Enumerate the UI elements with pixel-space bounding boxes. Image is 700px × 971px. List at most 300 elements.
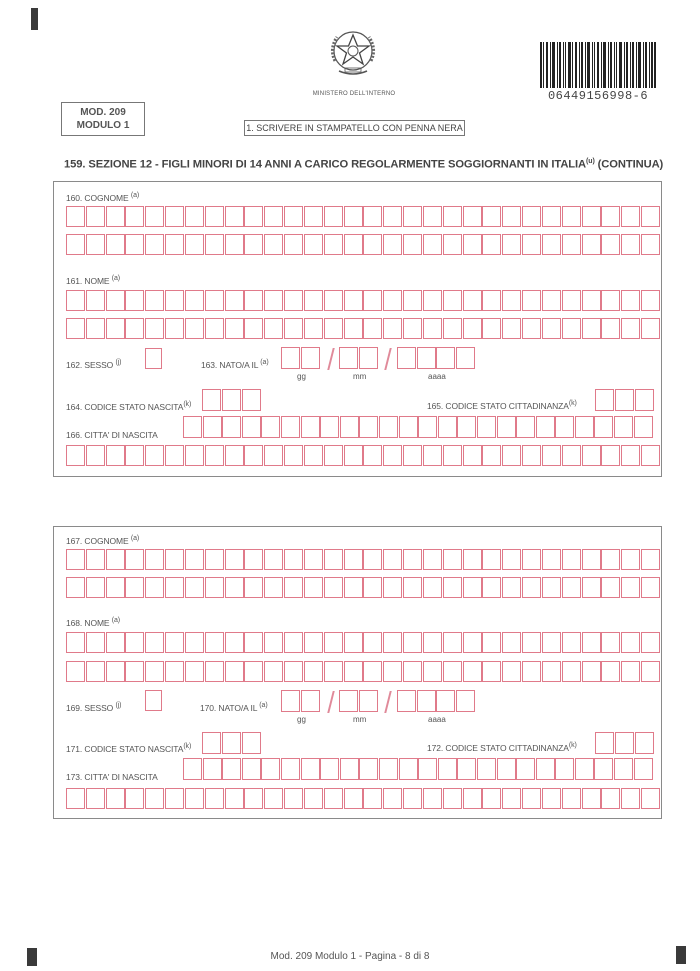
- char-box[interactable]: [502, 661, 521, 682]
- char-box[interactable]: [165, 788, 184, 809]
- char-box[interactable]: [463, 234, 482, 255]
- char-box[interactable]: [601, 290, 620, 311]
- char-box[interactable]: [244, 577, 263, 598]
- char-box[interactable]: [145, 206, 164, 227]
- char-box[interactable]: [281, 416, 300, 438]
- char-box[interactable]: [340, 416, 359, 438]
- char-box[interactable]: [304, 632, 323, 653]
- birth-month-field[interactable]: [339, 347, 378, 369]
- char-box[interactable]: [106, 661, 125, 682]
- char-box[interactable]: [106, 206, 125, 227]
- char-box[interactable]: [641, 549, 660, 570]
- char-box[interactable]: [575, 758, 594, 780]
- char-box[interactable]: [344, 206, 363, 227]
- char-box[interactable]: [324, 445, 343, 466]
- char-box[interactable]: [304, 234, 323, 255]
- char-box[interactable]: [324, 206, 343, 227]
- char-box[interactable]: [575, 416, 594, 438]
- char-box[interactable]: [244, 549, 263, 570]
- char-box[interactable]: [634, 758, 653, 780]
- char-box[interactable]: [165, 661, 184, 682]
- char-box[interactable]: [125, 632, 144, 653]
- char-box[interactable]: [66, 577, 85, 598]
- char-box[interactable]: [185, 318, 204, 339]
- char-box[interactable]: [284, 234, 303, 255]
- char-box[interactable]: [185, 632, 204, 653]
- char-box[interactable]: [423, 549, 442, 570]
- char-box[interactable]: [183, 758, 202, 780]
- char-box[interactable]: [641, 206, 660, 227]
- char-box[interactable]: [185, 234, 204, 255]
- char-box[interactable]: [185, 206, 204, 227]
- birth-day-field[interactable]: [281, 347, 320, 369]
- char-box[interactable]: [66, 206, 85, 227]
- char-box[interactable]: [106, 290, 125, 311]
- char-box[interactable]: [205, 632, 224, 653]
- char-box[interactable]: [202, 732, 221, 754]
- char-box[interactable]: [66, 318, 85, 339]
- char-box[interactable]: [324, 632, 343, 653]
- char-box[interactable]: [443, 577, 462, 598]
- char-box[interactable]: [205, 788, 224, 809]
- char-box[interactable]: [614, 416, 633, 438]
- char-box[interactable]: [125, 318, 144, 339]
- char-box[interactable]: [125, 445, 144, 466]
- char-box[interactable]: [641, 318, 660, 339]
- char-box[interactable]: [125, 788, 144, 809]
- char-box[interactable]: [601, 206, 620, 227]
- char-box[interactable]: [202, 389, 221, 411]
- char-box[interactable]: [145, 577, 164, 598]
- char-box[interactable]: [185, 549, 204, 570]
- char-box[interactable]: [284, 632, 303, 653]
- char-box[interactable]: [205, 661, 224, 682]
- citta-nascita-field-line2[interactable]: [66, 445, 660, 466]
- char-box[interactable]: [582, 788, 601, 809]
- char-box[interactable]: [205, 577, 224, 598]
- char-box[interactable]: [205, 445, 224, 466]
- char-box[interactable]: [502, 549, 521, 570]
- char-box[interactable]: [344, 632, 363, 653]
- char-box[interactable]: [542, 632, 561, 653]
- char-box[interactable]: [225, 234, 244, 255]
- char-box[interactable]: [555, 416, 574, 438]
- char-box[interactable]: [562, 290, 581, 311]
- char-box[interactable]: [264, 661, 283, 682]
- char-box[interactable]: [594, 758, 613, 780]
- char-box[interactable]: [443, 549, 462, 570]
- char-box[interactable]: [621, 661, 640, 682]
- char-box[interactable]: [463, 788, 482, 809]
- char-box[interactable]: [301, 690, 320, 712]
- citta-nascita-field[interactable]: [183, 758, 653, 780]
- char-box[interactable]: [463, 445, 482, 466]
- codice-cittadinanza-field[interactable]: [595, 389, 654, 411]
- char-box[interactable]: [66, 234, 85, 255]
- char-box[interactable]: [443, 290, 462, 311]
- char-box[interactable]: [363, 206, 382, 227]
- char-box[interactable]: [106, 445, 125, 466]
- char-box[interactable]: [463, 206, 482, 227]
- char-box[interactable]: [379, 416, 398, 438]
- char-box[interactable]: [320, 416, 339, 438]
- char-box[interactable]: [66, 788, 85, 809]
- char-box[interactable]: [284, 549, 303, 570]
- char-box[interactable]: [86, 445, 105, 466]
- char-box[interactable]: [621, 206, 640, 227]
- char-box[interactable]: [621, 445, 640, 466]
- char-box[interactable]: [601, 445, 620, 466]
- char-box[interactable]: [363, 318, 382, 339]
- char-box[interactable]: [397, 690, 416, 712]
- char-box[interactable]: [165, 234, 184, 255]
- char-box[interactable]: [225, 549, 244, 570]
- char-box[interactable]: [463, 318, 482, 339]
- char-box[interactable]: [403, 206, 422, 227]
- char-box[interactable]: [301, 347, 320, 369]
- char-box[interactable]: [582, 661, 601, 682]
- char-box[interactable]: [482, 661, 501, 682]
- char-box[interactable]: [165, 549, 184, 570]
- char-box[interactable]: [281, 347, 300, 369]
- char-box[interactable]: [86, 290, 105, 311]
- char-box[interactable]: [403, 445, 422, 466]
- char-box[interactable]: [203, 416, 222, 438]
- char-box[interactable]: [340, 758, 359, 780]
- char-box[interactable]: [203, 758, 222, 780]
- char-box[interactable]: [436, 690, 455, 712]
- char-box[interactable]: [205, 234, 224, 255]
- char-box[interactable]: [383, 206, 402, 227]
- char-box[interactable]: [244, 632, 263, 653]
- char-box[interactable]: [502, 632, 521, 653]
- char-box[interactable]: [359, 416, 378, 438]
- char-box[interactable]: [304, 549, 323, 570]
- char-box[interactable]: [522, 445, 541, 466]
- citta-nascita-field[interactable]: [183, 416, 653, 438]
- char-box[interactable]: [403, 549, 422, 570]
- char-box[interactable]: [443, 445, 462, 466]
- char-box[interactable]: [66, 549, 85, 570]
- char-box[interactable]: [621, 788, 640, 809]
- char-box[interactable]: [304, 445, 323, 466]
- char-box[interactable]: [145, 348, 162, 369]
- char-box[interactable]: [516, 416, 535, 438]
- char-box[interactable]: [383, 445, 402, 466]
- char-box[interactable]: [225, 206, 244, 227]
- char-box[interactable]: [542, 661, 561, 682]
- char-box[interactable]: [562, 206, 581, 227]
- char-box[interactable]: [562, 549, 581, 570]
- char-box[interactable]: [205, 290, 224, 311]
- cognome-field[interactable]: [66, 206, 660, 227]
- char-box[interactable]: [641, 788, 660, 809]
- char-box[interactable]: [621, 577, 640, 598]
- char-box[interactable]: [403, 661, 422, 682]
- char-box[interactable]: [264, 577, 283, 598]
- char-box[interactable]: [423, 445, 442, 466]
- char-box[interactable]: [477, 416, 496, 438]
- nome-field[interactable]: [66, 290, 660, 311]
- char-box[interactable]: [244, 234, 263, 255]
- char-box[interactable]: [344, 318, 363, 339]
- char-box[interactable]: [443, 788, 462, 809]
- birth-year-field[interactable]: [397, 690, 475, 712]
- char-box[interactable]: [344, 445, 363, 466]
- char-box[interactable]: [423, 234, 442, 255]
- sesso-field[interactable]: [145, 348, 162, 369]
- char-box[interactable]: [106, 788, 125, 809]
- codice-cittadinanza-field[interactable]: [595, 732, 654, 754]
- char-box[interactable]: [562, 318, 581, 339]
- char-box[interactable]: [145, 290, 164, 311]
- char-box[interactable]: [463, 549, 482, 570]
- char-box[interactable]: [363, 445, 382, 466]
- char-box[interactable]: [562, 234, 581, 255]
- char-box[interactable]: [641, 632, 660, 653]
- char-box[interactable]: [344, 577, 363, 598]
- char-box[interactable]: [359, 758, 378, 780]
- char-box[interactable]: [284, 788, 303, 809]
- char-box[interactable]: [264, 549, 283, 570]
- char-box[interactable]: [86, 206, 105, 227]
- char-box[interactable]: [621, 234, 640, 255]
- char-box[interactable]: [536, 758, 555, 780]
- char-box[interactable]: [244, 661, 263, 682]
- char-box[interactable]: [482, 290, 501, 311]
- char-box[interactable]: [457, 758, 476, 780]
- char-box[interactable]: [542, 788, 561, 809]
- char-box[interactable]: [635, 732, 654, 754]
- char-box[interactable]: [443, 234, 462, 255]
- char-box[interactable]: [482, 549, 501, 570]
- char-box[interactable]: [324, 318, 343, 339]
- char-box[interactable]: [284, 318, 303, 339]
- char-box[interactable]: [145, 234, 164, 255]
- cognome-field-line2[interactable]: [66, 234, 660, 255]
- char-box[interactable]: [601, 318, 620, 339]
- char-box[interactable]: [264, 788, 283, 809]
- char-box[interactable]: [304, 577, 323, 598]
- char-box[interactable]: [582, 445, 601, 466]
- char-box[interactable]: [595, 732, 614, 754]
- char-box[interactable]: [383, 549, 402, 570]
- char-box[interactable]: [86, 549, 105, 570]
- char-box[interactable]: [86, 632, 105, 653]
- char-box[interactable]: [145, 549, 164, 570]
- char-box[interactable]: [522, 661, 541, 682]
- char-box[interactable]: [324, 549, 343, 570]
- char-box[interactable]: [383, 318, 402, 339]
- char-box[interactable]: [225, 445, 244, 466]
- citta-nascita-field-line2[interactable]: [66, 788, 660, 809]
- nome-field-line2[interactable]: [66, 318, 660, 339]
- char-box[interactable]: [242, 416, 261, 438]
- char-box[interactable]: [344, 661, 363, 682]
- char-box[interactable]: [542, 290, 561, 311]
- char-box[interactable]: [363, 577, 382, 598]
- char-box[interactable]: [264, 290, 283, 311]
- char-box[interactable]: [438, 416, 457, 438]
- char-box[interactable]: [363, 632, 382, 653]
- char-box[interactable]: [383, 290, 402, 311]
- nome-field[interactable]: [66, 632, 660, 653]
- char-box[interactable]: [562, 632, 581, 653]
- char-box[interactable]: [482, 577, 501, 598]
- char-box[interactable]: [582, 577, 601, 598]
- char-box[interactable]: [225, 632, 244, 653]
- birth-day-field[interactable]: [281, 690, 320, 712]
- char-box[interactable]: [403, 318, 422, 339]
- char-box[interactable]: [363, 661, 382, 682]
- char-box[interactable]: [463, 661, 482, 682]
- char-box[interactable]: [304, 318, 323, 339]
- char-box[interactable]: [383, 661, 402, 682]
- char-box[interactable]: [456, 690, 475, 712]
- char-box[interactable]: [264, 445, 283, 466]
- char-box[interactable]: [502, 788, 521, 809]
- char-box[interactable]: [621, 632, 640, 653]
- char-box[interactable]: [165, 290, 184, 311]
- char-box[interactable]: [443, 206, 462, 227]
- char-box[interactable]: [601, 788, 620, 809]
- char-box[interactable]: [582, 234, 601, 255]
- char-box[interactable]: [423, 788, 442, 809]
- char-box[interactable]: [641, 661, 660, 682]
- char-box[interactable]: [125, 206, 144, 227]
- char-box[interactable]: [284, 445, 303, 466]
- char-box[interactable]: [339, 690, 358, 712]
- char-box[interactable]: [165, 632, 184, 653]
- char-box[interactable]: [145, 661, 164, 682]
- char-box[interactable]: [86, 234, 105, 255]
- char-box[interactable]: [261, 758, 280, 780]
- char-box[interactable]: [244, 445, 263, 466]
- char-box[interactable]: [284, 290, 303, 311]
- char-box[interactable]: [397, 347, 416, 369]
- char-box[interactable]: [522, 788, 541, 809]
- char-box[interactable]: [185, 577, 204, 598]
- char-box[interactable]: [264, 318, 283, 339]
- char-box[interactable]: [183, 416, 202, 438]
- char-box[interactable]: [497, 758, 516, 780]
- char-box[interactable]: [324, 788, 343, 809]
- char-box[interactable]: [436, 347, 455, 369]
- char-box[interactable]: [379, 758, 398, 780]
- char-box[interactable]: [457, 416, 476, 438]
- char-box[interactable]: [125, 234, 144, 255]
- char-box[interactable]: [284, 661, 303, 682]
- char-box[interactable]: [582, 549, 601, 570]
- char-box[interactable]: [418, 416, 437, 438]
- char-box[interactable]: [601, 632, 620, 653]
- char-box[interactable]: [522, 577, 541, 598]
- char-box[interactable]: [443, 318, 462, 339]
- char-box[interactable]: [403, 632, 422, 653]
- char-box[interactable]: [222, 758, 241, 780]
- char-box[interactable]: [522, 632, 541, 653]
- char-box[interactable]: [242, 732, 261, 754]
- char-box[interactable]: [383, 632, 402, 653]
- nome-field-line2[interactable]: [66, 661, 660, 682]
- char-box[interactable]: [339, 347, 358, 369]
- char-box[interactable]: [635, 389, 654, 411]
- char-box[interactable]: [594, 416, 613, 438]
- char-box[interactable]: [582, 632, 601, 653]
- char-box[interactable]: [443, 632, 462, 653]
- char-box[interactable]: [477, 758, 496, 780]
- char-box[interactable]: [595, 389, 614, 411]
- char-box[interactable]: [482, 445, 501, 466]
- char-box[interactable]: [125, 549, 144, 570]
- char-box[interactable]: [641, 445, 660, 466]
- char-box[interactable]: [165, 318, 184, 339]
- char-box[interactable]: [324, 577, 343, 598]
- char-box[interactable]: [244, 318, 263, 339]
- char-box[interactable]: [516, 758, 535, 780]
- char-box[interactable]: [383, 234, 402, 255]
- char-box[interactable]: [634, 416, 653, 438]
- char-box[interactable]: [522, 234, 541, 255]
- char-box[interactable]: [125, 661, 144, 682]
- char-box[interactable]: [423, 661, 442, 682]
- char-box[interactable]: [463, 577, 482, 598]
- char-box[interactable]: [145, 445, 164, 466]
- char-box[interactable]: [66, 290, 85, 311]
- char-box[interactable]: [562, 661, 581, 682]
- char-box[interactable]: [225, 577, 244, 598]
- char-box[interactable]: [165, 206, 184, 227]
- char-box[interactable]: [66, 445, 85, 466]
- char-box[interactable]: [304, 206, 323, 227]
- char-box[interactable]: [205, 549, 224, 570]
- char-box[interactable]: [423, 206, 442, 227]
- char-box[interactable]: [106, 632, 125, 653]
- char-box[interactable]: [383, 577, 402, 598]
- codice-nascita-field[interactable]: [202, 389, 261, 411]
- char-box[interactable]: [165, 445, 184, 466]
- char-box[interactable]: [621, 318, 640, 339]
- char-box[interactable]: [304, 788, 323, 809]
- char-box[interactable]: [264, 632, 283, 653]
- char-box[interactable]: [324, 290, 343, 311]
- char-box[interactable]: [363, 788, 382, 809]
- char-box[interactable]: [423, 632, 442, 653]
- char-box[interactable]: [344, 788, 363, 809]
- char-box[interactable]: [562, 788, 581, 809]
- char-box[interactable]: [542, 549, 561, 570]
- char-box[interactable]: [482, 788, 501, 809]
- char-box[interactable]: [222, 416, 241, 438]
- char-box[interactable]: [205, 318, 224, 339]
- char-box[interactable]: [582, 206, 601, 227]
- sesso-field[interactable]: [145, 690, 162, 711]
- char-box[interactable]: [502, 318, 521, 339]
- char-box[interactable]: [281, 690, 300, 712]
- char-box[interactable]: [106, 318, 125, 339]
- char-box[interactable]: [106, 549, 125, 570]
- char-box[interactable]: [463, 290, 482, 311]
- char-box[interactable]: [542, 577, 561, 598]
- char-box[interactable]: [641, 290, 660, 311]
- char-box[interactable]: [463, 632, 482, 653]
- char-box[interactable]: [145, 788, 164, 809]
- char-box[interactable]: [363, 549, 382, 570]
- char-box[interactable]: [359, 690, 378, 712]
- char-box[interactable]: [601, 549, 620, 570]
- char-box[interactable]: [502, 234, 521, 255]
- char-box[interactable]: [615, 732, 634, 754]
